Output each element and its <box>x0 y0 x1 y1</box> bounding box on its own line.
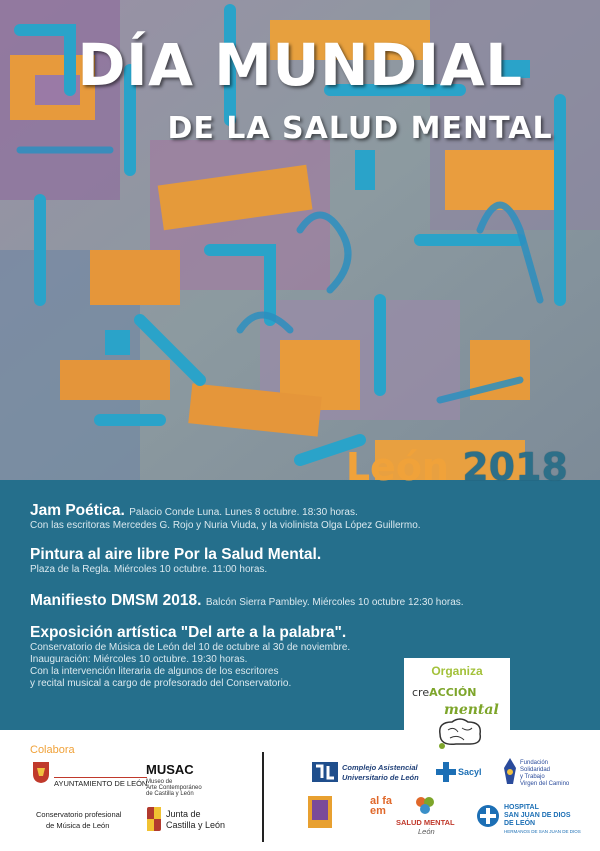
book-illustration-icon <box>308 796 332 828</box>
event-jam-poetica <box>30 502 586 532</box>
creaccion-logo <box>412 686 476 699</box>
salud-mental-city: León <box>418 827 435 836</box>
musac-logo: MUSAC <box>146 762 194 777</box>
sacyl-label: Sacyl <box>458 767 482 777</box>
sponsors-footer <box>0 730 600 851</box>
hospital-line3: DE LEÓN <box>504 820 536 827</box>
event-pintura <box>30 546 586 576</box>
musac-sub2: Arte Contemporáneo <box>146 785 202 791</box>
conservatorio-line1: Conservatorio profesional <box>36 810 122 819</box>
event-line: Con las escritoras Mercedes G. Rojo y Nuria Viuda, y la violinista Olga López Guillermo. <box>30 520 421 531</box>
event-line: Plaza de la Regla. Miércoles 10 octubre. 11:00 horas. <box>30 564 268 575</box>
logo-accion: ACCIÓN <box>429 686 477 699</box>
colabora-label: Colabora <box>30 744 75 756</box>
city-year-heading <box>0 445 568 489</box>
complejo-line2: Universitario de León <box>342 773 419 782</box>
event-line: Conservatorio de Música de León del 10 de octubre al 30 de noviembre. <box>30 642 351 653</box>
complejo-line1: Complejo Asistencial <box>342 763 418 772</box>
logo-prefix: cre <box>412 686 430 699</box>
fundacion-line2: Solidaridad <box>520 767 551 773</box>
organizer-label: Organiza <box>431 664 483 678</box>
musac-sub1: Museo de <box>146 779 173 785</box>
junta-line1: Junta de <box>166 809 201 819</box>
event-title: Jam Poética. <box>30 502 125 519</box>
poster-title: DÍA MUNDIAL <box>77 31 523 99</box>
hospital-line4: HERMANOS DE SAN JUAN DE DIOS <box>504 829 581 834</box>
junta-crest-icon <box>146 806 162 832</box>
ayuntamiento-label: AYUNTAMIENTO DE LEÓN <box>54 779 148 788</box>
event-line: Con la intervención literaria de algunos de los escritores <box>30 666 279 677</box>
event-title: Pintura al aire libre Por la Salud Mental. <box>30 546 322 563</box>
fundacion-line3: y Trabajo <box>520 774 545 780</box>
hospital-line2: SAN JUAN DE DIOS <box>504 812 571 819</box>
footer-divider <box>262 752 264 842</box>
event-details: Balcón Sierra Pambley. Miércoles 10 octubre 12:30 horas. <box>205 597 464 608</box>
poster-subtitle: DE LA SALUD MENTAL <box>167 111 553 146</box>
complejo-logo-icon <box>312 762 338 782</box>
conservatorio-line2: de Música de León <box>46 821 110 830</box>
event-title: Exposición artística "Del arte a la palabra". <box>30 624 347 641</box>
musac-sub3: de Castilla y León <box>146 791 194 797</box>
sacyl-icon <box>436 762 456 782</box>
fundacion-line4: Virgen del Camino <box>520 781 570 787</box>
hospital-line1: HOSPITAL <box>504 804 539 811</box>
fundacion-icon <box>502 758 518 784</box>
organizer-box <box>404 658 510 752</box>
fundacion-line1: Fundación <box>520 760 549 766</box>
junta-line2: Castilla y León <box>166 820 226 830</box>
hospital-sjd-icon <box>476 804 500 828</box>
city-name: León <box>345 445 449 489</box>
brain-icon <box>434 716 486 750</box>
event-line: Inauguración: Miércoles 10 octubre. 19:30 horas. <box>30 654 248 665</box>
alfaem-logo: al fa em <box>370 795 393 817</box>
event-details: Palacio Conde Luna. Lunes 8 octubre. 18:30 horas. <box>129 507 358 518</box>
salud-mental-label: SALUD MENTAL <box>396 818 455 827</box>
event-manifiesto <box>30 592 586 610</box>
logo-mental: mental <box>444 702 499 718</box>
leon-crest-icon <box>32 760 50 784</box>
salud-mental-icon <box>414 794 436 816</box>
event-year: 2018 <box>462 445 568 489</box>
event-title: Manifiesto DMSM 2018. <box>30 592 202 609</box>
event-line: y recital musical a cargo de profesorado del Conservatorio. <box>30 678 292 689</box>
